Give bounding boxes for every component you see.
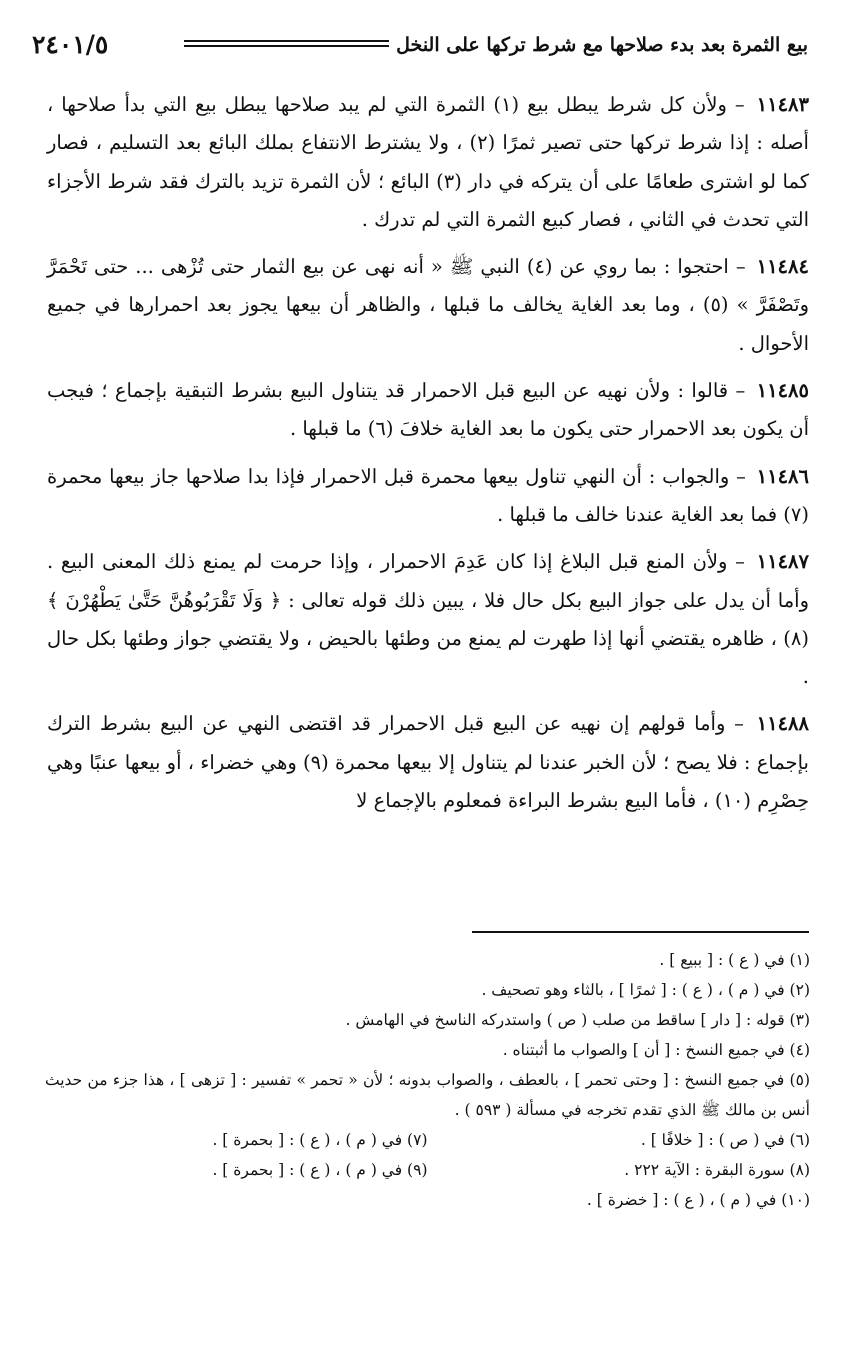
paragraph-number: ١١٤٨٦ — [756, 464, 809, 488]
running-header — [32, 30, 808, 70]
footnote: (٤) في جميع النسخ : [ أن ] والصواب ما أثبتناه . — [502, 1041, 810, 1059]
footnote: (٢) في ( م ) ، ( ع ) : [ ثمرًا ] ، بالثاء وهو تصحيف . — [481, 981, 810, 999]
footnote: (٦) في ( ص ) : [ خلافًا ] . — [640, 1131, 810, 1149]
footnote: (٧) في ( م ) ، ( ع ) : [ بحمرة ] . — [212, 1131, 428, 1149]
paragraph-text: – قالوا : ولأن نهيه عن البيع قبل الاحمرار قد يتناول البيع بشرط التبقية بإجماع ؛ فيجب أن يكون بعد الاحمرار حتى يكون ما بعد الغاية خلافَ (٦) ما قبلها . — [47, 379, 809, 441]
paragraph-number: ١١٤٨٨ — [756, 712, 809, 736]
footnote-row — [45, 1125, 810, 1155]
paragraph-text: – وأما قولهم إن نهيه عن البيع قبل الاحمرار قد اقتضى النهي عن البيع بشرط الترك بإجماع : فلا يصح ؛ لأن الخبر عندنا لم يتناول إلا بيعها محمرة (٩) وهي خضراء ، أو بيعها عنبًا وهي حِصْرِم (١٠) ، فأما البيع بشرط البراءة فمعلوم بالإجماع لا — [47, 712, 809, 813]
footnote-separator — [472, 931, 809, 933]
paragraph-text: – والجواب : أن النهي تناول بيعها محمرة قبل الاحمرار فإذا بدا صلاحها جاز بيعها محمرة (٧) فما بعد الغاية عندنا خالف ما قبلها . — [47, 464, 809, 526]
header-title: بيع الثمرة بعد بدء صلاحها مع شرط تركها على النخل — [396, 34, 808, 56]
paragraph-text: – ولأن كل شرط يبطل بيع (١) الثمرة التي لم يبد صلاحها يبطل بيع التي بدأ صلاحها ، أصله : إذا شرط تركها حتى تصير ثمرًا (٢) ، ولا يشترط الانتفاع بملك البائع بعد التسليم ، فصار كما لو اشترى طعامًا على أن يتركه في دار (٣) البائع ؛ لأن الثمرة تزيد بالترك فقد شرط الأجزاء التي تحدث في الثاني ، فصار كبيع الثمرة التي لم تدرك . — [47, 93, 809, 231]
paragraph — [47, 86, 809, 239]
paragraph — [47, 248, 809, 363]
footnote: (٨) سورة البقرة : الآية ٢٢٢ . — [624, 1161, 810, 1179]
paragraph — [47, 458, 809, 535]
footnotes — [45, 945, 810, 1215]
footnote: (١) في ( ع ) : [ ببيع ] . — [659, 951, 810, 969]
paragraph-number: ١١٤٨٥ — [756, 379, 810, 403]
paragraph-text: – احتجوا : بما روي عن (٤) النبي ﷺ « أنه نهى عن بيع الثمار حتى تُزْهى ... حتى تَحْمَرَّ وتَصْفَرَّ » (٥) ، وما بعد الغاية يخالف ما قبلها ، والظاهر أن بيعها يجوز بعد احمرارها في جميع الأحوال . — [47, 255, 809, 355]
paragraph — [47, 705, 809, 820]
paragraph-number: ١١٤٨٣ — [756, 93, 809, 116]
paragraph-number: ١١٤٨٧ — [756, 550, 810, 574]
paragraph-text: – ولأن المنع قبل البلاغ إذا كان عَدِمَ الاحمرار ، وإذا حرمت لم يمنع ذلك المعنى البيع . وأما أن يدل على جواز البيع بكل حال فلا ، يبين ذلك قوله تعالى : ﴿ وَلَا تَقْرَبُوهُنَّ حَتَّىٰ يَطْهُرْنَ ﴾ (٨) ، ظاهره يقتضي أنها إذا طهرت لم يمنع من وطئها بالحيض ، ولا يقتضي جواز وطئها بكل حال . — [47, 550, 809, 689]
paragraph-number: ١١٤٨٤ — [756, 255, 809, 279]
paragraph — [47, 543, 809, 696]
footnote: (١٠) في ( م ) ، ( ع ) : [ خضرة ] . — [586, 1191, 810, 1209]
footnote: (٣) قوله : [ دار ] ساقط من صلب ( ص ) واستدركه الناسخ في الهامش . — [345, 1011, 810, 1029]
footnote: (٩) في ( م ) ، ( ع ) : [ بحمرة ] . — [212, 1161, 428, 1179]
footnote-row — [45, 1155, 810, 1185]
page-reference: ٢٤٠١/٥ — [32, 30, 109, 59]
footnote: (٥) في جميع النسخ : [ وحتى تحمر ] ، بالعطف ، والصواب بدونه ؛ لأن « تحمر » تفسير : [ تزهى ] ، هذا جزء من حديث أنس بن مالك ﷺ الذي تقدم تخرجه في مسألة ( ٥٩٣ ) . — [45, 1071, 810, 1119]
main-text — [47, 86, 809, 829]
header-rule — [184, 40, 389, 47]
paragraph — [47, 372, 809, 449]
